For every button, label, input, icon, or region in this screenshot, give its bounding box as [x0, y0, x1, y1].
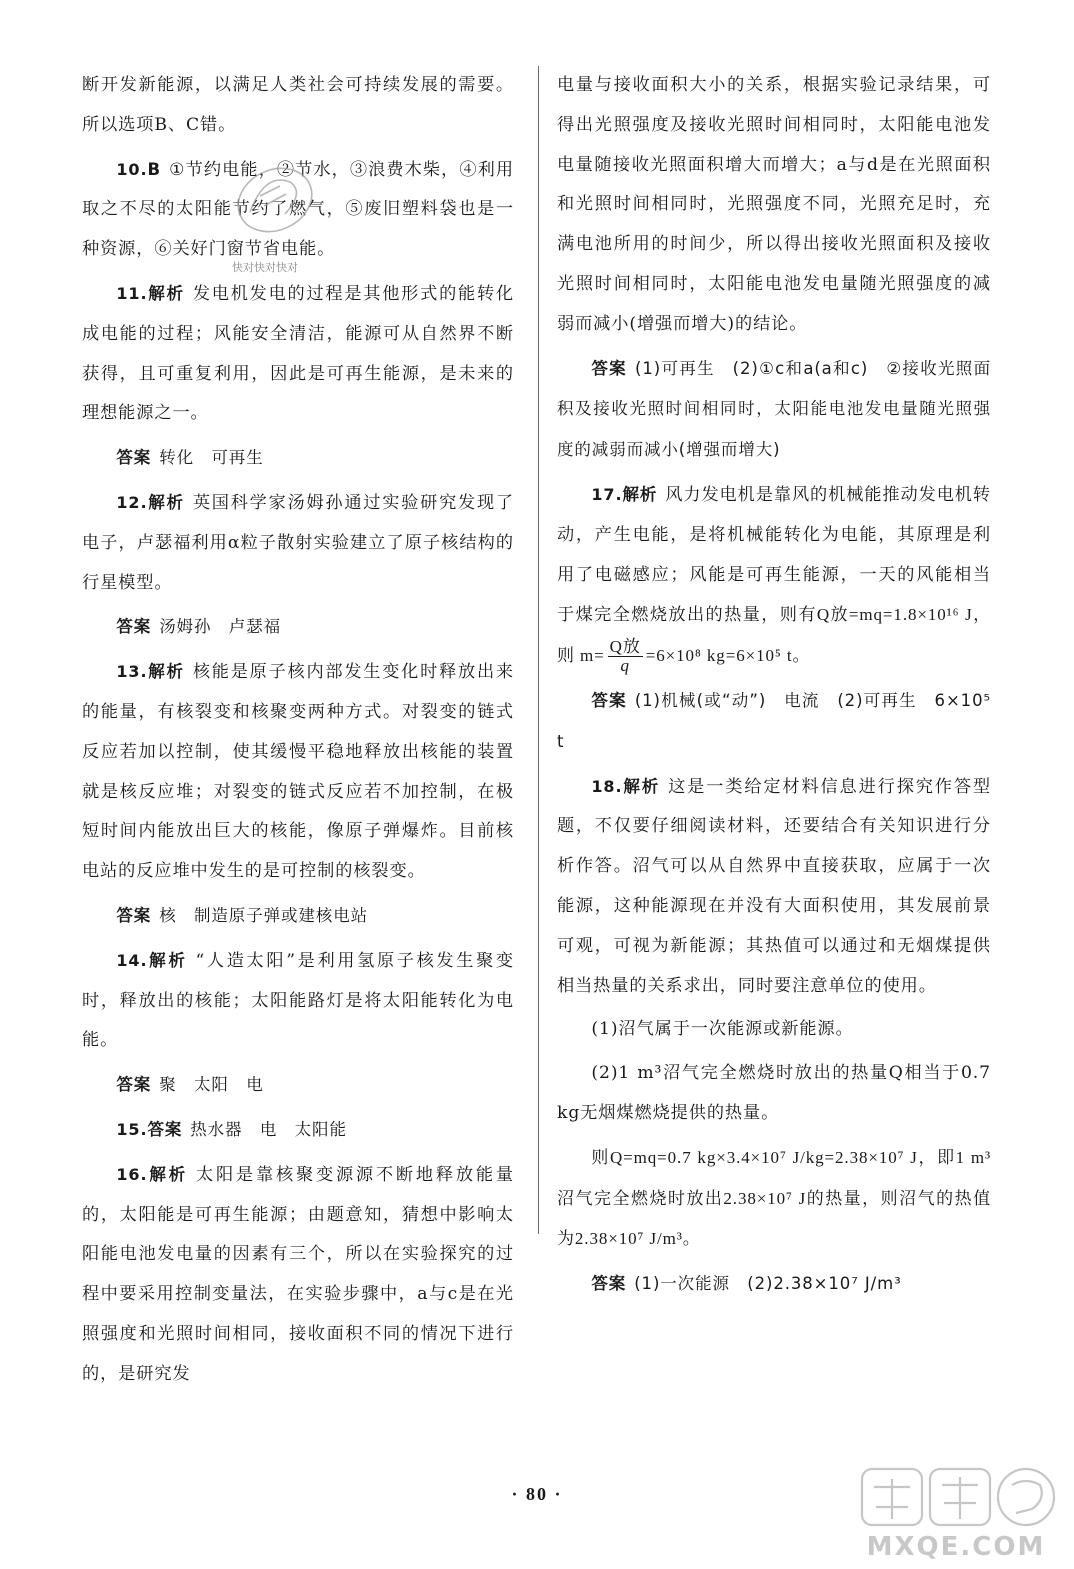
- right-column: [557, 66, 991, 1309]
- column-divider: [538, 66, 539, 1234]
- equation-heat: Q放=mq=1.8×10¹⁶ J，则 m=: [557, 605, 991, 666]
- paragraph-9-cont: 断开发新能源，以满足人类社会可持续发展的需要。所以选项B、C错。: [82, 75, 514, 135]
- item-10: 10.B ①节约电能，②节水，③浪费木柴，④利用取之不尽的太阳能节约了燃气，⑤废旧塑料袋也是一种资源，⑥关好门窗节省电能。: [82, 159, 514, 260]
- fraction: [608, 638, 643, 675]
- answer-12: 答案 汤姆孙 卢瑟福: [116, 617, 282, 637]
- answer-14: 答案 聚 太阳 电: [116, 1075, 264, 1095]
- page-number: · 80 ·: [511, 1484, 563, 1504]
- answer-16: 答案 (1)可再生 (2)①c和a(a和c) ②接收光照面积及接收光照时间相同时，太阳能电池发电量随光照强度的减弱而减小(增强而增大): [557, 358, 991, 460]
- fraction-numerator: Q放: [609, 637, 641, 657]
- paragraph-16-cont: 电量与接收面积大小的关系，根据实验记录结果，可得出光照强度及接收光照时间相同时，太阳能电池发电量随接收光照面积增大而增大；a与d是在光照面积和光照时间相同时，光照强度不同，光照充足时，充满电池所用的时间少，所以得出接收光照面积及接收光照时间相同时，太阳能电池发电量随光照强度的减弱而减小(增强而增大)的结论。: [557, 75, 991, 334]
- equation-mass: =6×10⁸ kg=6×10⁵ t。: [645, 646, 811, 666]
- item-16: 16.解析 太阳是靠核聚变源源不断地释放能量的，太阳能是可再生能源；由题意知，猜想中影响太阳能电池发电量的因素有三个，所以在实验探究的过程中要采用控制变量法，在实验步骤中，a与c是在光照强度和光照时间相同，接收面积不同的情况下进行的，是研究发: [82, 1164, 514, 1384]
- item-18: 18.解析 这是一类给定材料信息进行探究作答型题，不仅要仔细阅读材料，还要结合有关知识进行分析作答。沼气可以从自然界中直接获取，应属于一次能源，这种能源现在并没有大面积使用，其发展前景可观，可视为新能源；其热值可以通过和无烟煤提供相当热量的关系求出，同时要注意单位的使用。: [557, 776, 991, 996]
- fraction-denominator: q: [620, 656, 630, 676]
- item-14: 14.解析 “人造太阳”是利用氢原子核发生聚变时，释放出的核能；太阳能路灯是将太阳能转化为电能。: [82, 950, 514, 1051]
- item-13: 13.解析 核能是原子核内部发生变化时释放出来的能量，有核裂变和核聚变两种方式。对裂变的链式反应若加以控制，使其缓慢平稳地释放出核能的装置就是核反应堆；对裂变的链式反应若不加控制，在极短时间内能放出巨大的核能，像原子弹爆炸。目前核电站的反应堆中发生的是可控制的核裂变。: [82, 662, 514, 882]
- answer-11: 答案 转化 可再生: [116, 448, 264, 468]
- item-18-part-2: (2)1 m³沼气完全燃烧时放出的热量Q相当于0.7 kg无烟煤燃烧提供的热量。: [557, 1063, 991, 1123]
- watermark-logo-icon: [856, 1463, 1066, 1563]
- watermark-text: 快对快对快对: [232, 261, 298, 274]
- watermark-stamp-icon: [220, 152, 330, 252]
- item-17: 17.解析 风力发电机是靠风的机械能推动发电机转动，产生电能，是将机械能转化为电能，其原理是利用了电磁感应；风能是可再生能源，一天的风能相当于煤完全燃烧放出的热量，则有Q放=mq=1.8×10¹⁶ J，则 m= Q放 q =6×10⁸ kg=6×10⁵ t。: [557, 484, 991, 676]
- svg-text:MXQE.COM: MXQE.COM: [866, 1532, 1046, 1562]
- answer-13: 答案 核 制造原子弹或建核电站: [116, 905, 369, 925]
- item-18-part-3: 则Q=mq=0.7 kg×3.4×10⁷ J/kg=2.38×10⁷ J，即1 m³沼气完全燃烧时放出2.38×10⁷ J的热量，则沼气的热值为2.38×10⁷ J/m³。: [557, 1147, 991, 1249]
- answer-17: 答案 (1)机械(或“动”) 电流 (2)可再生 6×10⁵ t: [557, 690, 991, 751]
- left-column: [82, 66, 514, 1399]
- item-18-part-1: (1)沼气属于一次能源或新能源。: [591, 1019, 854, 1040]
- item-11: 11.解析 发电机发电的过程是其他形式的能转化成电能的过程；风能安全清洁，能源可从自然界不断获得，且可重复利用，因此是可再生能源，是未来的理想能源之一。: [82, 283, 514, 424]
- item-15: 15.答案 热水器 电 太阳能: [116, 1119, 347, 1139]
- item-12: 12.解析 英国科学家汤姆孙通过实验研究发现了电子，卢瑟福利用α粒子散射实验建立了原子核结构的行星模型。: [82, 492, 514, 593]
- answer-18: 答案 (1)一次能源 (2)2.38×10⁷ J/m³: [591, 1274, 902, 1294]
